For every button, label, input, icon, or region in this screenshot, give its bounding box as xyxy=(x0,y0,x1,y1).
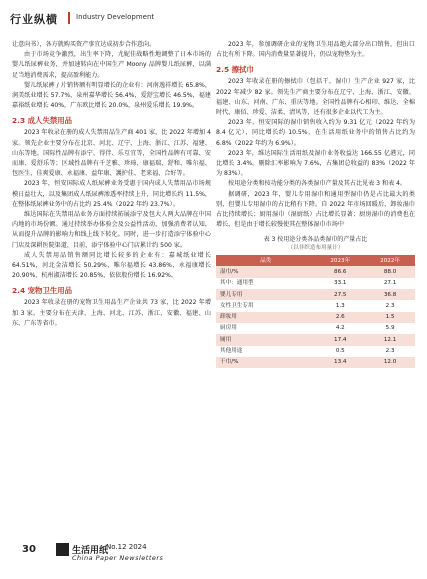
magazine-name: 生活用纸 xyxy=(72,546,109,556)
section-subtitle: Industry Development xyxy=(76,13,155,21)
table-row-label: 其他用途 xyxy=(220,348,243,355)
table-cell: 13.4 xyxy=(315,357,365,368)
table-row-label: 婴儿专用 xyxy=(216,289,315,300)
table-row-label: 卸妆用 xyxy=(216,312,315,323)
table-header-row xyxy=(216,255,415,266)
table-cell: 36.8 xyxy=(365,289,415,300)
table-cell: 27.5 xyxy=(315,289,365,300)
table-row-label: 厕用 xyxy=(216,334,315,345)
table-caption: 表 3 按用途分类各品类湿巾的产量占比 xyxy=(263,236,368,244)
table-row xyxy=(216,300,415,311)
table-cell: 0.5 xyxy=(335,348,345,355)
table-cell: 2.3 xyxy=(385,302,395,309)
section-heading: 2.3 成人失禁用品 xyxy=(12,116,73,126)
table-cell: 12.1 xyxy=(365,334,415,345)
table-cell: 33.1 xyxy=(334,280,347,287)
table-row-label: 女性卫生专用 xyxy=(220,302,254,309)
paragraph: 2023 年收录在册的擦拭巾（包括干、湿巾）生产企业 927 家，比 2022 年减少 82 家。领先生产商主要分布在辽宁、上海、浙江、安徽、福建、山东、河南、广东、重庆等地。全国性品牌有心相印、维达、全棉时代、康佰、珍爱、洁柔、清风等，还有很多企业以代工为主。 xyxy=(216,78,415,117)
paragraph: 成人失禁用品销售额同比增长较多的企业有：嘉城纸业增长 64.51%，河北金洁增长 50.29%，唯尔福增长 43.86%，永福康增长 20.90%，杭州淑洁增长 20.85%，依依股份增长 16.92%。 xyxy=(12,251,211,280)
table-row xyxy=(216,334,415,345)
table-header-cell: 2022年 xyxy=(365,255,415,266)
table-header-cell: 2023年 xyxy=(315,255,365,266)
issue-number: No.12 2024 xyxy=(106,543,147,551)
section-heading: 2.5 擦拭巾 xyxy=(216,65,254,75)
paragraph: 让意向书），各方就购买资产事宜达成初步合作意向。 xyxy=(12,41,156,48)
table-cell: 2.6 xyxy=(315,312,365,323)
table-header-cell: 品类 xyxy=(216,255,315,266)
table-cell: 5.9 xyxy=(385,325,395,332)
table-row xyxy=(216,312,415,323)
table-row xyxy=(216,266,415,277)
paragraph: 2023 年，参加调研企业的宠物卫生用品绝大部分出口销售，但出口占比有所下降。国内消费量显著提升，仍以宠物垫为主。 xyxy=(216,41,415,59)
right-column-text xyxy=(216,40,415,230)
table-row-label: 湿巾/% xyxy=(216,266,315,277)
magazine-logo-icon xyxy=(56,543,69,556)
section-title: 行业纵横 xyxy=(10,13,58,26)
table-row-label: 干巾/% xyxy=(216,357,315,368)
table-row xyxy=(216,278,415,289)
table-cell: 27.1 xyxy=(383,280,397,287)
table-row xyxy=(216,323,415,334)
table-row-label: 厨房用 xyxy=(220,325,237,332)
paragraph: 婴儿纸尿裤 / 片销售额有明显增长的企业有：河南逸祥增长 65.8%，润美纸业增长 57.7%，泉州嘉华增长 56.4%，爱舒宝增长 46.5%，福建嘉裕纸业增长 40%，广东欧比增长 20.0%，泉州爱乐增长 19.9%。 xyxy=(12,81,211,110)
paragraph: 2023 年收录在册的成人失禁用品生产商 401 家，比 2022 年增加 4 家。领先企业主要分布在北京、河北、辽宁、上海、浙江、江苏、福建、山东等地。国际性品牌有添宁、得伴、乐互宜等，全国性品牌有可靠、安而康、爱舒乐等；区域性品牌有千芝雅、珍琦、康福瑞、舒和、唯尔福、包医生、佳爽爱康、永福康、益年康、護护佳、老来福、合好等。 xyxy=(12,129,211,178)
paragraph: 2023 年收录在册的宠物卫生用品生产企业共 73 家，比 2022 年增加 3 家。主要分布在天津、上海、河北、江苏、浙江、安徽、福建、山东、广东等省市。 xyxy=(12,299,211,327)
paragraph: 按用途分类和按功能分类的各类湿巾产量及其占比见表 3 和表 4。 xyxy=(228,180,407,188)
table-cell: 1.3 xyxy=(335,302,345,309)
page-header xyxy=(0,0,427,40)
table-row xyxy=(216,289,415,300)
table-row xyxy=(216,346,415,357)
data-table xyxy=(216,255,415,368)
right-column xyxy=(216,40,415,368)
table-cell: 86.6 xyxy=(315,266,365,277)
paragraph: 维达国际在失禁用品业务方面持续拓展添宁及包大人两大品牌在中国内地的市场份额。通过持续举办体验会及公益性活动，加强消费者认知，从而提升品牌的影响力和线上线下转化。同时，进一步打造添宁体验中心门店及深耕医院渠道，目前，添宁体验中心门店累计约 500 家。 xyxy=(12,211,211,249)
paragraph: 2023 年，恒安国际的湿巾销售收入约为 9.31 亿元（2022 年约为 8.4 亿元），同比增长约 10.5%，在生活用纸业务中的销售占比约为 6.8%（2022 年约为 6.9%）。 xyxy=(216,119,415,147)
table-cell: 4.2 xyxy=(335,325,345,332)
page-number: 30 xyxy=(22,544,36,555)
paragraph: 据调研，2023 年，婴儿专用湿巾和通用型湿巾仍是占比最大的类别，但婴儿专用湿巾的占比稍有下降。自 2022 年市场回暖后，卸妆湿巾占比持续增长；厨用湿巾（湿厨纸）占比增长显著；厨房湿巾的消费也在增长，但是由于增长较慢使其在整体湿巾市场中 xyxy=(216,190,415,229)
table-subcaption: （以非织造布用量计） xyxy=(287,245,344,252)
magazine-name-english: China Paper Newsletters xyxy=(72,554,164,562)
header-divider xyxy=(68,12,70,24)
table-row xyxy=(216,357,415,368)
left-column xyxy=(12,40,211,329)
table-cell: 12.0 xyxy=(365,357,415,368)
paragraph: 2023 年，恒安国际成人纸尿裤业务受惠于国内成人失禁用品市场规模日益壮大，以及集团成人纸尿裤渗透率持续上升，同比增长约 11.5%，在整体纸尿裤业务中的占比约 25.4%（2022 年约 23.7%）。 xyxy=(12,180,211,208)
section-heading: 2.4 宠物卫生用品 xyxy=(12,286,73,296)
page-footer xyxy=(0,538,427,579)
table-cell: 2.3 xyxy=(385,348,395,355)
table-cell: 1.5 xyxy=(365,312,415,323)
table-cell: 88.0 xyxy=(365,266,415,277)
table-cell: 17.4 xyxy=(315,334,365,345)
table-body xyxy=(216,266,415,368)
paragraph: 由于市场竞争激烈，出生率下降，尤妮佳战略性地调整了日本市场的婴儿纸尿裤业务，并加速转向在中国生产 Moony 品牌婴儿纸尿裤，以满足当地消费需求，提高盈利能力。 xyxy=(12,51,211,79)
table-row-label: 其中：通用型 xyxy=(220,280,254,287)
paragraph: 2023 年，维达国际生活用纸及湿巾业务收益达 166.55 亿港元，同比增长 3.4%。剔除汇率影响为 7.6%，占集团总收益的 83%（2022 年为 83%）。 xyxy=(216,149,415,178)
